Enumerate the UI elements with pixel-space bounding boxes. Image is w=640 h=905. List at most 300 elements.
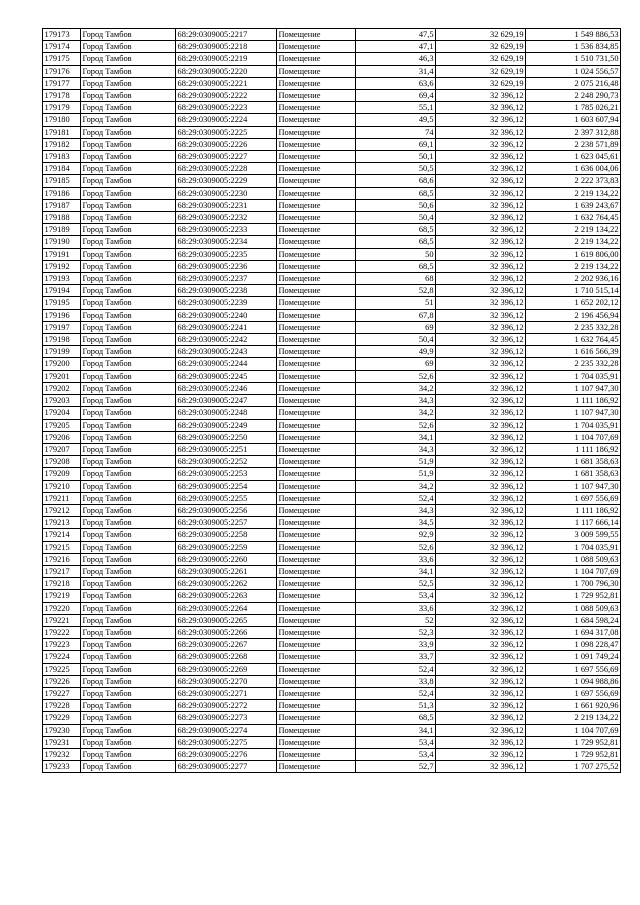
- table-row: [43, 639, 621, 651]
- object-type-cell: Помещение: [277, 443, 356, 455]
- cadastral-number-cell: 68:29:0309005:2254: [176, 480, 277, 492]
- row-number-cell: 179228: [43, 700, 81, 712]
- row-number-cell: 179222: [43, 626, 81, 638]
- cadastral-number-cell: 68:29:0309005:2221: [176, 77, 277, 89]
- row-number-cell: 179200: [43, 358, 81, 370]
- area-cell: 34,3: [356, 443, 436, 455]
- object-type-cell: Помещение: [277, 529, 356, 541]
- object-type-cell: Помещение: [277, 480, 356, 492]
- object-type-cell: Помещение: [277, 700, 356, 712]
- table-row: [43, 90, 621, 102]
- unit-value-cell: 32 396,12: [436, 492, 526, 504]
- object-type-cell: Помещение: [277, 761, 356, 773]
- table-row: [43, 492, 621, 504]
- object-type-cell: Помещение: [277, 53, 356, 65]
- object-type-cell: Помещение: [277, 260, 356, 272]
- cadastral-number-cell: 68:29:0309005:2239: [176, 297, 277, 309]
- area-cell: 50: [356, 248, 436, 260]
- object-type-cell: Помещение: [277, 224, 356, 236]
- table-row: [43, 77, 621, 89]
- area-cell: 52,7: [356, 761, 436, 773]
- object-type-cell: Помещение: [277, 90, 356, 102]
- cadastral-number-cell: 68:29:0309005:2264: [176, 602, 277, 614]
- object-type-cell: Помещение: [277, 456, 356, 468]
- table-row: [43, 468, 621, 480]
- unit-value-cell: 32 629,19: [436, 65, 526, 77]
- city-cell: Город Тамбов: [81, 199, 176, 211]
- area-cell: 68,5: [356, 712, 436, 724]
- city-cell: Город Тамбов: [81, 248, 176, 260]
- cadastral-value-cell: 1 697 556,69: [526, 492, 621, 504]
- unit-value-cell: 32 396,12: [436, 114, 526, 126]
- row-number-cell: 179187: [43, 199, 81, 211]
- cadastral-value-cell: 1 710 515,14: [526, 285, 621, 297]
- object-type-cell: Помещение: [277, 175, 356, 187]
- cadastral-value-cell: 1 107 947,30: [526, 407, 621, 419]
- area-cell: 68,6: [356, 175, 436, 187]
- city-cell: Город Тамбов: [81, 590, 176, 602]
- city-cell: Город Тамбов: [81, 541, 176, 553]
- unit-value-cell: 32 396,12: [436, 712, 526, 724]
- city-cell: Город Тамбов: [81, 419, 176, 431]
- city-cell: Город Тамбов: [81, 395, 176, 407]
- area-cell: 34,3: [356, 395, 436, 407]
- row-number-cell: 179174: [43, 41, 81, 53]
- cadastral-number-cell: 68:29:0309005:2261: [176, 565, 277, 577]
- row-number-cell: 179217: [43, 565, 81, 577]
- city-cell: Город Тамбов: [81, 639, 176, 651]
- cadastral-number-cell: 68:29:0309005:2269: [176, 663, 277, 675]
- row-number-cell: 179224: [43, 651, 81, 663]
- unit-value-cell: 32 396,12: [436, 626, 526, 638]
- cadastral-number-cell: 68:29:0309005:2223: [176, 102, 277, 114]
- unit-value-cell: 32 396,12: [436, 504, 526, 516]
- cadastral-number-cell: 68:29:0309005:2277: [176, 761, 277, 773]
- area-cell: 33,6: [356, 553, 436, 565]
- row-number-cell: 179196: [43, 309, 81, 321]
- row-number-cell: 179233: [43, 761, 81, 773]
- cadastral-number-cell: 68:29:0309005:2256: [176, 504, 277, 516]
- area-cell: 47,5: [356, 29, 436, 41]
- unit-value-cell: 32 396,12: [436, 541, 526, 553]
- object-type-cell: Помещение: [277, 431, 356, 443]
- cadastral-value-cell: 1 639 243,67: [526, 199, 621, 211]
- unit-value-cell: 32 396,12: [436, 529, 526, 541]
- cadastral-number-cell: 68:29:0309005:2252: [176, 456, 277, 468]
- object-type-cell: Помещение: [277, 65, 356, 77]
- cadastral-value-cell: 1 697 556,69: [526, 663, 621, 675]
- cadastral-value-cell: 1 684 598,24: [526, 614, 621, 626]
- object-type-cell: Помещение: [277, 248, 356, 260]
- object-type-cell: Помещение: [277, 578, 356, 590]
- area-cell: 50,4: [356, 212, 436, 224]
- row-number-cell: 179221: [43, 614, 81, 626]
- table-row: [43, 395, 621, 407]
- row-number-cell: 179204: [43, 407, 81, 419]
- cadastral-number-cell: 68:29:0309005:2238: [176, 285, 277, 297]
- cadastral-value-cell: 3 009 599,55: [526, 529, 621, 541]
- city-cell: Город Тамбов: [81, 236, 176, 248]
- cadastral-number-cell: 68:29:0309005:2257: [176, 517, 277, 529]
- city-cell: Город Тамбов: [81, 41, 176, 53]
- table-row: [43, 334, 621, 346]
- row-number-cell: 179220: [43, 602, 81, 614]
- unit-value-cell: 32 396,12: [436, 346, 526, 358]
- cadastral-number-cell: 68:29:0309005:2228: [176, 163, 277, 175]
- table-row: [43, 114, 621, 126]
- object-type-cell: Помещение: [277, 309, 356, 321]
- city-cell: Город Тамбов: [81, 504, 176, 516]
- cadastral-value-cell: 2 238 571,89: [526, 138, 621, 150]
- city-cell: Город Тамбов: [81, 748, 176, 760]
- city-cell: Город Тамбов: [81, 431, 176, 443]
- unit-value-cell: 32 396,12: [436, 187, 526, 199]
- table-row: [43, 370, 621, 382]
- cadastral-number-cell: 68:29:0309005:2245: [176, 370, 277, 382]
- object-type-cell: Помещение: [277, 419, 356, 431]
- object-type-cell: Помещение: [277, 138, 356, 150]
- unit-value-cell: 32 396,12: [436, 687, 526, 699]
- cadastral-value-cell: 1 729 952,81: [526, 590, 621, 602]
- object-type-cell: Помещение: [277, 382, 356, 394]
- cadastral-number-cell: 68:29:0309005:2229: [176, 175, 277, 187]
- object-type-cell: Помещение: [277, 492, 356, 504]
- city-cell: Город Тамбов: [81, 724, 176, 736]
- row-number-cell: 179188: [43, 212, 81, 224]
- table-row: [43, 724, 621, 736]
- cadastral-number-cell: 68:29:0309005:2232: [176, 212, 277, 224]
- table-row: [43, 260, 621, 272]
- city-cell: Город Тамбов: [81, 456, 176, 468]
- row-number-cell: 179175: [43, 53, 81, 65]
- unit-value-cell: 32 396,12: [436, 553, 526, 565]
- unit-value-cell: 32 396,12: [436, 456, 526, 468]
- table-row: [43, 748, 621, 760]
- cadastral-number-cell: 68:29:0309005:2262: [176, 578, 277, 590]
- cadastral-value-cell: 1 694 317,08: [526, 626, 621, 638]
- cadastral-value-cell: 1 111 186,92: [526, 443, 621, 455]
- row-number-cell: 179197: [43, 321, 81, 333]
- city-cell: Город Тамбов: [81, 126, 176, 138]
- row-number-cell: 179195: [43, 297, 81, 309]
- cadastral-value-cell: 2 222 373,83: [526, 175, 621, 187]
- object-type-cell: Помещение: [277, 199, 356, 211]
- city-cell: Город Тамбов: [81, 529, 176, 541]
- cadastral-number-cell: 68:29:0309005:2234: [176, 236, 277, 248]
- object-type-cell: Помещение: [277, 468, 356, 480]
- area-cell: 50,4: [356, 334, 436, 346]
- object-type-cell: Помещение: [277, 273, 356, 285]
- cadastral-value-cell: 1 536 834,85: [526, 41, 621, 53]
- object-type-cell: Помещение: [277, 370, 356, 382]
- cadastral-number-cell: 68:29:0309005:2220: [176, 65, 277, 77]
- table-row: [43, 29, 621, 41]
- object-type-cell: Помещение: [277, 285, 356, 297]
- area-cell: 68,5: [356, 187, 436, 199]
- table-row: [43, 614, 621, 626]
- area-cell: 53,4: [356, 736, 436, 748]
- unit-value-cell: 32 396,12: [436, 382, 526, 394]
- row-number-cell: 179201: [43, 370, 81, 382]
- area-cell: 53,4: [356, 748, 436, 760]
- cadastral-value-cell: 1 681 358,63: [526, 468, 621, 480]
- object-type-cell: Помещение: [277, 346, 356, 358]
- city-cell: Город Тамбов: [81, 187, 176, 199]
- area-cell: 92,9: [356, 529, 436, 541]
- table-row: [43, 419, 621, 431]
- city-cell: Город Тамбов: [81, 651, 176, 663]
- cadastral-value-cell: 2 219 134,22: [526, 224, 621, 236]
- unit-value-cell: 32 396,12: [436, 102, 526, 114]
- table-row: [43, 651, 621, 663]
- row-number-cell: 179230: [43, 724, 81, 736]
- cadastral-value-cell: 1 636 004,06: [526, 163, 621, 175]
- table-row: [43, 41, 621, 53]
- row-number-cell: 179194: [43, 285, 81, 297]
- cadastral-value-cell: 2 202 936,16: [526, 273, 621, 285]
- object-type-cell: Помещение: [277, 590, 356, 602]
- unit-value-cell: 32 396,12: [436, 748, 526, 760]
- cadastral-number-cell: 68:29:0309005:2274: [176, 724, 277, 736]
- table-row: [43, 102, 621, 114]
- unit-value-cell: 32 396,12: [436, 138, 526, 150]
- unit-value-cell: 32 396,12: [436, 431, 526, 443]
- unit-value-cell: 32 396,12: [436, 443, 526, 455]
- city-cell: Город Тамбов: [81, 29, 176, 41]
- table-row: [43, 163, 621, 175]
- row-number-cell: 179184: [43, 163, 81, 175]
- cadastral-number-cell: 68:29:0309005:2270: [176, 675, 277, 687]
- area-cell: 52: [356, 614, 436, 626]
- unit-value-cell: 32 629,19: [436, 53, 526, 65]
- cadastral-value-cell: 1 619 806,00: [526, 248, 621, 260]
- cadastral-number-cell: 68:29:0309005:2219: [176, 53, 277, 65]
- cadastral-number-cell: 68:29:0309005:2218: [176, 41, 277, 53]
- cadastral-value-cell: 1 091 749,24: [526, 651, 621, 663]
- row-number-cell: 179227: [43, 687, 81, 699]
- cadastral-value-cell: 1 549 886,53: [526, 29, 621, 41]
- cadastral-number-cell: 68:29:0309005:2255: [176, 492, 277, 504]
- table-row: [43, 382, 621, 394]
- unit-value-cell: 32 396,12: [436, 578, 526, 590]
- cadastral-number-cell: 68:29:0309005:2231: [176, 199, 277, 211]
- cadastral-value-cell: 1 107 947,30: [526, 480, 621, 492]
- table-row: [43, 346, 621, 358]
- unit-value-cell: 32 629,19: [436, 41, 526, 53]
- table-row: [43, 626, 621, 638]
- cadastral-value-cell: 1 729 952,81: [526, 748, 621, 760]
- area-cell: 33,8: [356, 675, 436, 687]
- area-cell: 34,1: [356, 565, 436, 577]
- area-cell: 68,5: [356, 260, 436, 272]
- cadastral-value-cell: 1 729 952,81: [526, 736, 621, 748]
- row-number-cell: 179179: [43, 102, 81, 114]
- table-row: [43, 675, 621, 687]
- unit-value-cell: 32 396,12: [436, 175, 526, 187]
- city-cell: Город Тамбов: [81, 370, 176, 382]
- row-number-cell: 179206: [43, 431, 81, 443]
- table-row: [43, 687, 621, 699]
- cadastral-number-cell: 68:29:0309005:2235: [176, 248, 277, 260]
- unit-value-cell: 32 396,12: [436, 517, 526, 529]
- row-number-cell: 179173: [43, 29, 81, 41]
- area-cell: 68,5: [356, 236, 436, 248]
- object-type-cell: Помещение: [277, 614, 356, 626]
- cadastral-value-cell: 2 196 456,94: [526, 309, 621, 321]
- unit-value-cell: 32 396,12: [436, 260, 526, 272]
- cadastral-value-cell: 1 707 275,52: [526, 761, 621, 773]
- city-cell: Город Тамбов: [81, 65, 176, 77]
- row-number-cell: 179198: [43, 334, 81, 346]
- cadastral-value-table: [42, 28, 621, 773]
- area-cell: 51,9: [356, 468, 436, 480]
- row-number-cell: 179189: [43, 224, 81, 236]
- cadastral-value-cell: 1 603 607,94: [526, 114, 621, 126]
- area-cell: 50,5: [356, 163, 436, 175]
- area-cell: 49,5: [356, 114, 436, 126]
- cadastral-number-cell: 68:29:0309005:2263: [176, 590, 277, 602]
- unit-value-cell: 32 396,12: [436, 358, 526, 370]
- area-cell: 68,5: [356, 224, 436, 236]
- cadastral-number-cell: 68:29:0309005:2244: [176, 358, 277, 370]
- row-number-cell: 179180: [43, 114, 81, 126]
- unit-value-cell: 32 396,12: [436, 199, 526, 211]
- city-cell: Город Тамбов: [81, 565, 176, 577]
- cadastral-value-cell: 1 652 202,12: [526, 297, 621, 309]
- city-cell: Город Тамбов: [81, 297, 176, 309]
- unit-value-cell: 32 396,12: [436, 163, 526, 175]
- object-type-cell: Помещение: [277, 602, 356, 614]
- unit-value-cell: 32 396,12: [436, 602, 526, 614]
- table-row: [43, 65, 621, 77]
- city-cell: Город Тамбов: [81, 273, 176, 285]
- city-cell: Город Тамбов: [81, 407, 176, 419]
- cadastral-number-cell: 68:29:0309005:2251: [176, 443, 277, 455]
- unit-value-cell: 32 396,12: [436, 224, 526, 236]
- object-type-cell: Помещение: [277, 395, 356, 407]
- row-number-cell: 179207: [43, 443, 81, 455]
- row-number-cell: 179191: [43, 248, 81, 260]
- city-cell: Город Тамбов: [81, 687, 176, 699]
- cadastral-number-cell: 68:29:0309005:2226: [176, 138, 277, 150]
- row-number-cell: 179209: [43, 468, 81, 480]
- object-type-cell: Помещение: [277, 163, 356, 175]
- unit-value-cell: 32 629,19: [436, 29, 526, 41]
- object-type-cell: Помещение: [277, 565, 356, 577]
- city-cell: Город Тамбов: [81, 358, 176, 370]
- unit-value-cell: 32 396,12: [436, 212, 526, 224]
- area-cell: 69,4: [356, 90, 436, 102]
- object-type-cell: Помещение: [277, 29, 356, 41]
- table-row: [43, 126, 621, 138]
- cadastral-number-cell: 68:29:0309005:2250: [176, 431, 277, 443]
- city-cell: Город Тамбов: [81, 712, 176, 724]
- cadastral-value-cell: 1 088 509,63: [526, 553, 621, 565]
- city-cell: Город Тамбов: [81, 321, 176, 333]
- table-row: [43, 553, 621, 565]
- area-cell: 52,4: [356, 492, 436, 504]
- unit-value-cell: 32 396,12: [436, 334, 526, 346]
- cadastral-value-cell: 1 697 556,69: [526, 687, 621, 699]
- cadastral-value-cell: 2 235 332,28: [526, 321, 621, 333]
- table-row: [43, 212, 621, 224]
- object-type-cell: Помещение: [277, 102, 356, 114]
- table-row: [43, 431, 621, 443]
- cadastral-number-cell: 68:29:0309005:2266: [176, 626, 277, 638]
- row-number-cell: 179181: [43, 126, 81, 138]
- row-number-cell: 179203: [43, 395, 81, 407]
- row-number-cell: 179186: [43, 187, 81, 199]
- cadastral-number-cell: 68:29:0309005:2253: [176, 468, 277, 480]
- cadastral-number-cell: 68:29:0309005:2265: [176, 614, 277, 626]
- city-cell: Город Тамбов: [81, 175, 176, 187]
- table-row: [43, 663, 621, 675]
- cadastral-value-cell: 1 117 666,14: [526, 517, 621, 529]
- object-type-cell: Помещение: [277, 151, 356, 163]
- unit-value-cell: 32 396,12: [436, 151, 526, 163]
- object-type-cell: Помещение: [277, 334, 356, 346]
- city-cell: Город Тамбов: [81, 77, 176, 89]
- table-row: [43, 224, 621, 236]
- unit-value-cell: 32 396,12: [436, 590, 526, 602]
- unit-value-cell: 32 396,12: [436, 407, 526, 419]
- table-row: [43, 175, 621, 187]
- area-cell: 67,8: [356, 309, 436, 321]
- unit-value-cell: 32 396,12: [436, 126, 526, 138]
- area-cell: 51,9: [356, 456, 436, 468]
- city-cell: Город Тамбов: [81, 602, 176, 614]
- area-cell: 50,6: [356, 199, 436, 211]
- cadastral-number-cell: 68:29:0309005:2243: [176, 346, 277, 358]
- table-row: [43, 541, 621, 553]
- cadastral-value-cell: 1 661 920,96: [526, 700, 621, 712]
- cadastral-value-cell: 1 107 947,30: [526, 382, 621, 394]
- unit-value-cell: 32 396,12: [436, 663, 526, 675]
- area-cell: 34,2: [356, 480, 436, 492]
- cadastral-number-cell: 68:29:0309005:2273: [176, 712, 277, 724]
- unit-value-cell: 32 396,12: [436, 724, 526, 736]
- row-number-cell: 179215: [43, 541, 81, 553]
- table-row: [43, 480, 621, 492]
- table-row: [43, 443, 621, 455]
- table-row: [43, 199, 621, 211]
- object-type-cell: Помещение: [277, 626, 356, 638]
- area-cell: 52,5: [356, 578, 436, 590]
- cadastral-value-cell: 1 111 186,92: [526, 504, 621, 516]
- area-cell: 51,3: [356, 700, 436, 712]
- object-type-cell: Помещение: [277, 297, 356, 309]
- city-cell: Город Тамбов: [81, 614, 176, 626]
- cadastral-value-cell: 2 219 134,22: [526, 187, 621, 199]
- cadastral-value-cell: 1 104 707,69: [526, 565, 621, 577]
- table-row: [43, 187, 621, 199]
- row-number-cell: 179199: [43, 346, 81, 358]
- cadastral-number-cell: 68:29:0309005:2271: [176, 687, 277, 699]
- area-cell: 52,6: [356, 541, 436, 553]
- city-cell: Город Тамбов: [81, 492, 176, 504]
- area-cell: 69,1: [356, 138, 436, 150]
- city-cell: Город Тамбов: [81, 346, 176, 358]
- row-number-cell: 179219: [43, 590, 81, 602]
- unit-value-cell: 32 396,12: [436, 761, 526, 773]
- object-type-cell: Помещение: [277, 236, 356, 248]
- object-type-cell: Помещение: [277, 675, 356, 687]
- object-type-cell: Помещение: [277, 663, 356, 675]
- table-row: [43, 578, 621, 590]
- area-cell: 34,2: [356, 382, 436, 394]
- area-cell: 49,9: [356, 346, 436, 358]
- table-row: [43, 285, 621, 297]
